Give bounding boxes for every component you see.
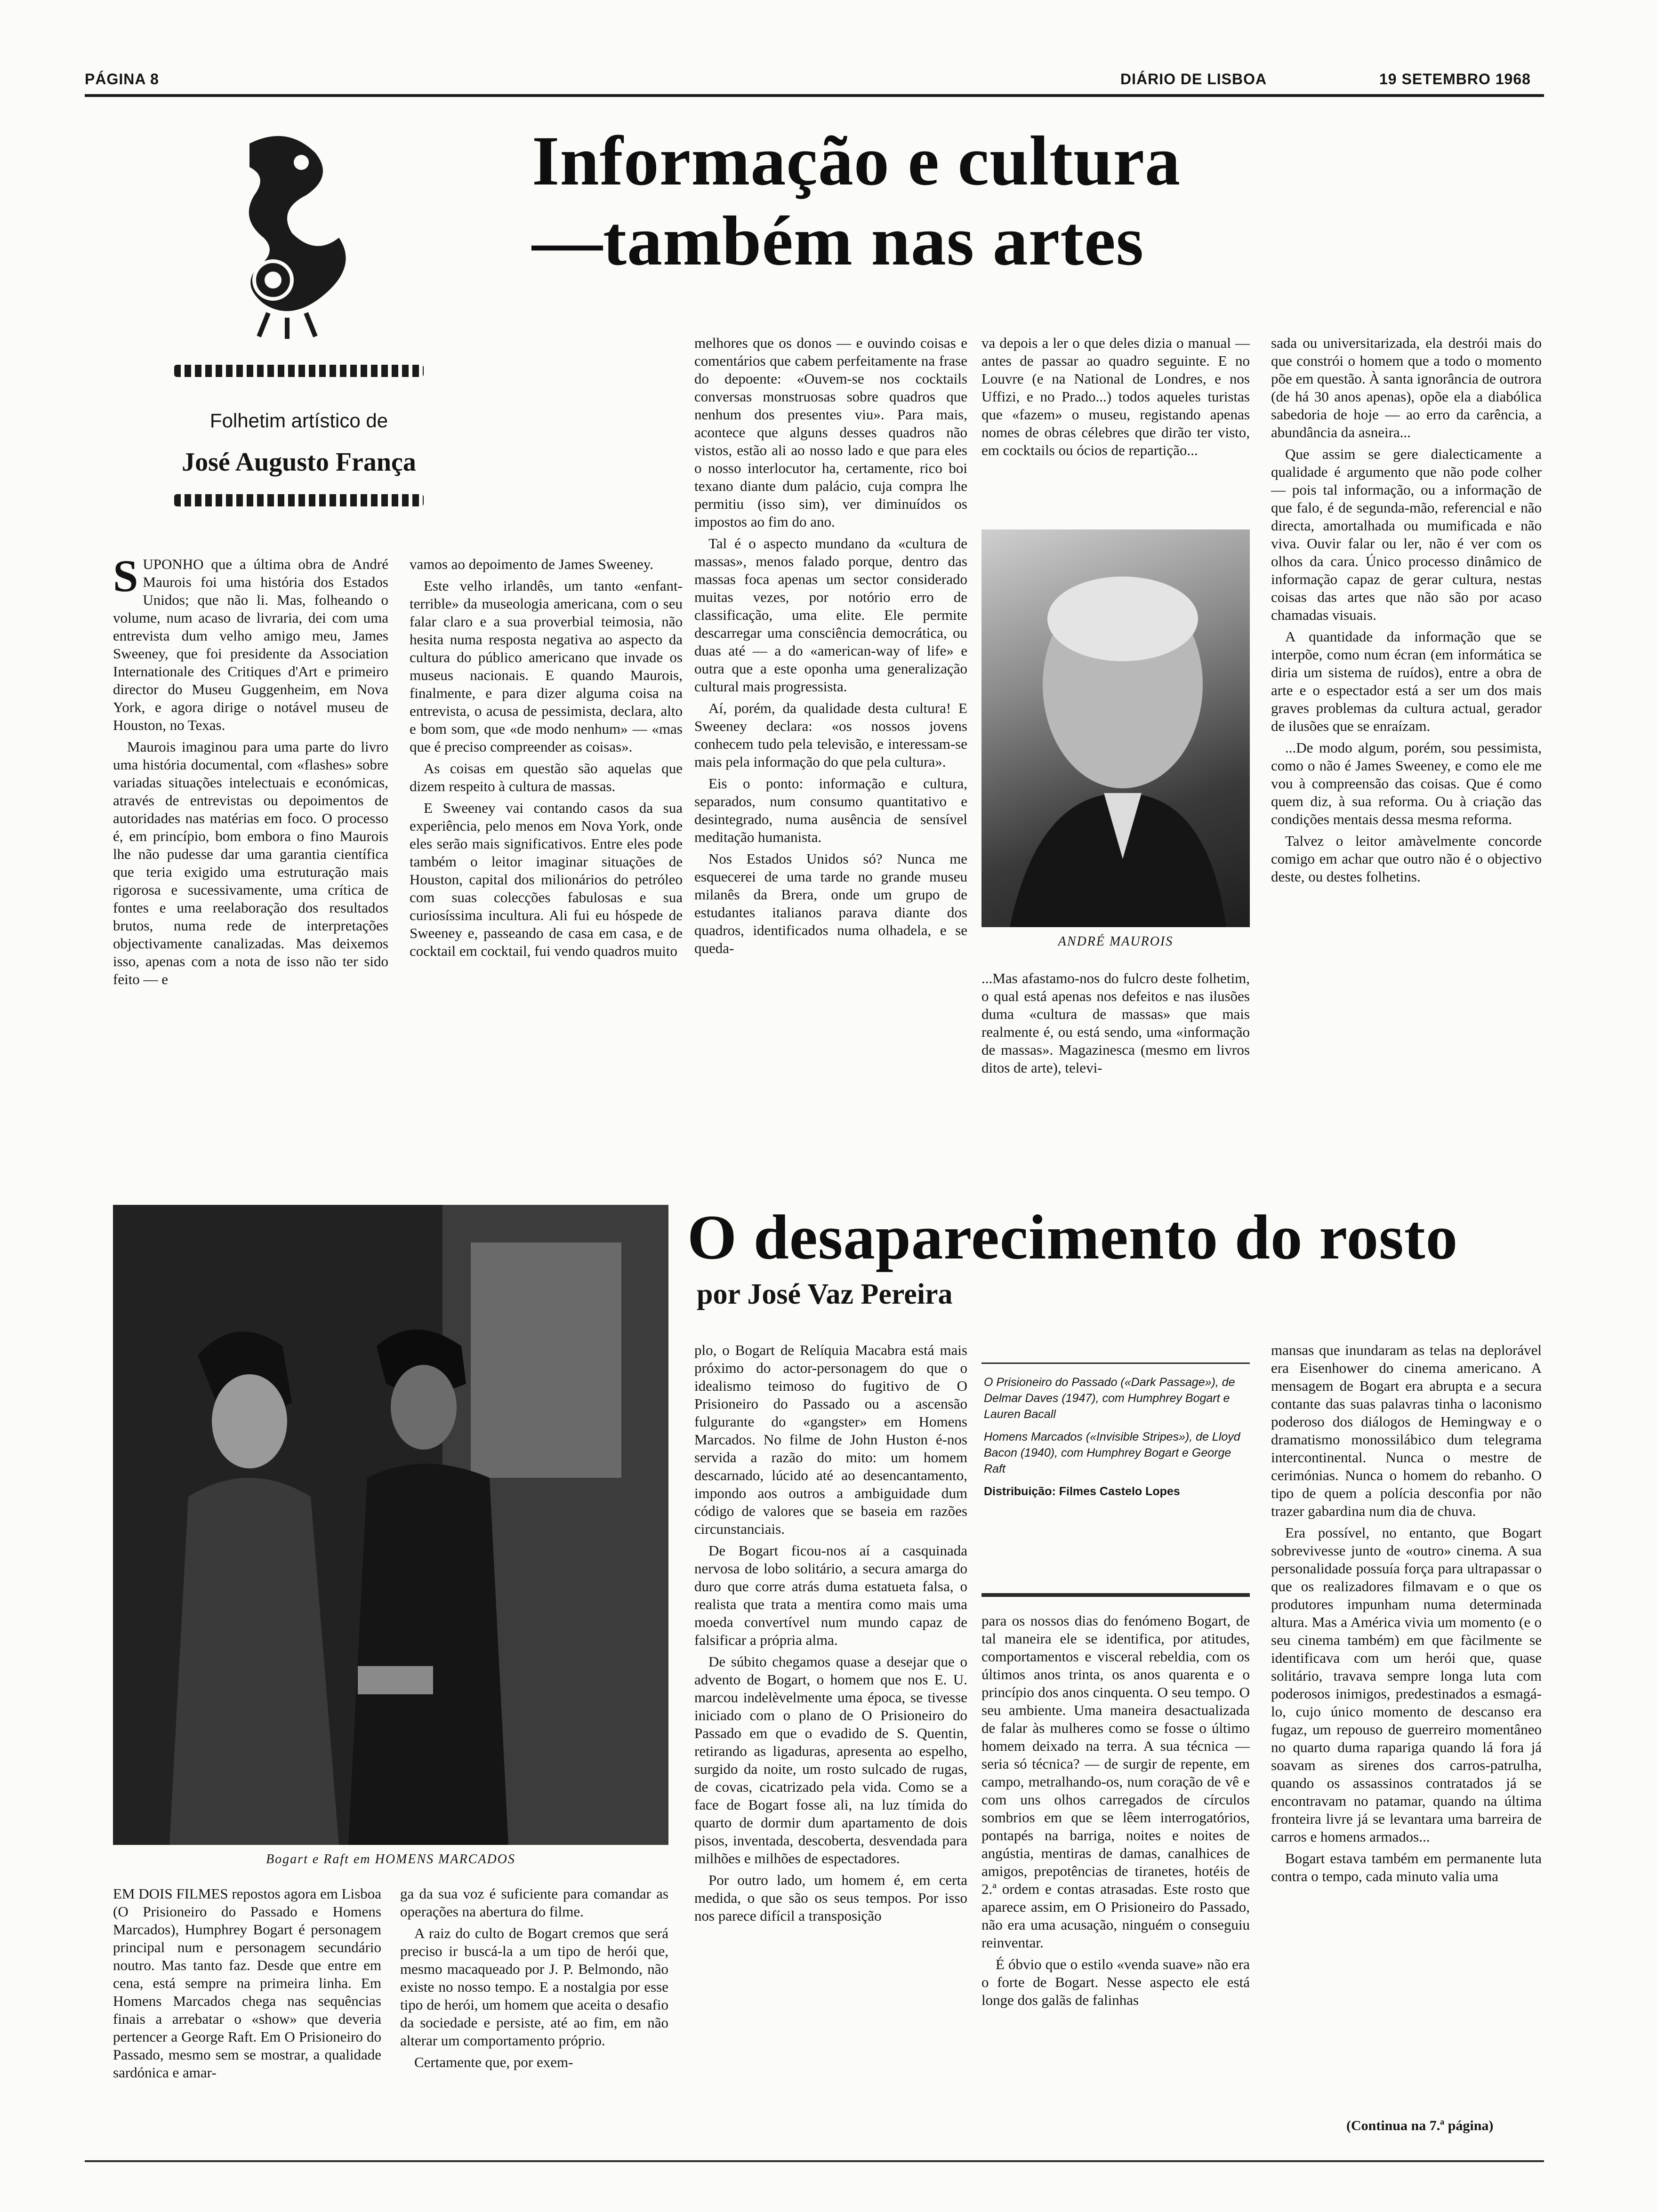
- paragraph: plo, o Bogart de Relíquia Macabra está mais próximo do actor-personagem do que o idealismo teimoso do fugitivo de O Prisioneiro do Passado ou a ascensão fulgurante do «gangster» em Homens Marcados. No filme de John Huston é-nos servida a razão do mito: um homem descarnado, lúcido até ao desencantamento, impondo aos outros a ambiguidade dum código de valores que se baseia em razões circunstanciais.: [694, 1342, 967, 1537]
- article2-column-5: [1271, 1341, 1542, 1889]
- article1-column-1: [113, 551, 388, 992]
- paragraph: Talvez o leitor amàvelmente concorde comigo em achar que outro não é o objectivo deste, ou destes folhetins.: [1271, 833, 1542, 885]
- paragraph: Certamente que, por exem-: [414, 2054, 573, 2070]
- paragraph: para os nossos dias do fenómeno Bogart, de tal maneira ele se identifica, por atitudes, comportamentos e visceral rebeldia, com os últimos anos trinta, os anos quarenta e o princípio dos anos cinquenta. O seu tempo. O seu ambiente. Uma maneira desactualizada de falar às mulheres como se fosse o último homem deixado na terra. A sua técnica —seria só técnica? — de surgir de repente, em campo, metralhando-os, num coração de vê e com uns olhos carregados de círculos sombrios em que se lêem interrogatórios, pontapés na barriga, noites e noites de angústia, mentiras de damas, canalhices de amigos, prepotências de tiranetes, hotéis de 2.ª ordem e contas atrasadas. Este rosto que aparece assim, em O Prisioneiro do Passado, não era uma acusação, ninguém o conseguiu reinventar.: [981, 1612, 1250, 1951]
- paragraph: va depois a ler o que deles dizia o manual — antes de passar ao quadro seguinte. E no Louvre (e na National de Londres, e nos Uffizi, e no Prado...) todos aqueles turistas que «fazem» o museu, registando apenas nomes de obras célebres que dirão ter visto, em cocktails ou ócios de repartição...: [981, 335, 1250, 458]
- paragraph: É óbvio que o estilo «venda suave» não era o forte de Bogart. Nesse aspecto ele está longe dos galãs de falinhas: [981, 1956, 1250, 2008]
- article1-column-4-top: [981, 334, 1250, 463]
- maurois-photo-caption: ANDRÉ MAUROIS: [1058, 934, 1174, 949]
- article2-title: O desaparecimento do rosto: [687, 1202, 1458, 1273]
- credits-box-rule-bottom: [981, 1593, 1250, 1597]
- paragraph: Eis o ponto: informação e cultura, separados, num consumo quantitativo e desintegrado, numa ausência de sensível meditação humanista.: [694, 775, 967, 845]
- article1-kicker: Folhetim artístico de: [209, 409, 388, 432]
- article1-title-line2: —também nas artes: [532, 202, 1144, 280]
- andre-maurois-photo: [981, 529, 1250, 927]
- paragraph: A raiz do culto de Bogart cremos que será preciso ir buscá-la a um tipo de herói que, mesmo macaqueado por J. P. Belmondo, não existe no nosso tempo. E a nostalgia por esse tipo de herói, um homem que aceita o desafio da sociedade e persiste, até ao fim, em não alterar um comportamento próprio.: [400, 1925, 668, 2049]
- paragraph: Tal é o aspecto mundano da «cultura de massas», menos falado porque, dentro das massas foca apenas um sector considerado muitas vezes, por notório erro de classificação, uma elite. Ele permite descarregar uma consciência democrática, ou duas até — a do «american-way of life» e outra que a este oponha uma generalização cultural mais progressista.: [694, 535, 967, 695]
- article2-byline: por José Vaz Pereira: [697, 1278, 953, 1310]
- paragraph: Aí, porém, da qualidade desta cultura! E Sweeney declara: «os nossos jovens conhecem tudo pela televisão, e interessam-se mais pela informação do que pela cultura».: [694, 700, 967, 770]
- paragraph: E Sweeney vai contando casos da sua experiência, pelo menos em Nova York, onde eles serão mais significativos. Entre eles pode também o leitor imaginar situações de Houston, capital dos milionários do petróleo com suas colecções fabulosas e sua curiosíssima incultura. Ali fui eu hóspede de Sweeney e, passeando de casa em casa, e de cocktail em cocktail, fui vendo quadros muito: [410, 800, 683, 959]
- ornament-bar-bottom: [174, 494, 424, 506]
- credits-box-rule-top: [981, 1362, 1250, 1364]
- paragraph: melhores que os donos — e ouvindo coisas e comentários que cabem perfeitamente na frase do depoente: «Ouvem-se nos cocktails conversas monstruosas sobre quadros que nenhum dos presentes viu». Para mais, acontece que alguns desses quadros não vistos, estão ali ao nosso lado e que para eles o nosso interlocutor ha, certamente, rico boi texano diante dum palácio, cuja compra lhe permitiu (isso sim), ver diminuídos os impostos ao fim do ano.: [694, 335, 967, 530]
- article1-column-4-bottom: [981, 970, 1250, 1081]
- paragraph: vamos ao depoimento de James Sweeney.: [410, 556, 653, 572]
- paragraph: ...Mas afastamo-nos do fulcro deste folhetim, o qual está apenas nos defeitos e nas ilusões duma «cultura de massas» que mais realmente é, ou está sendo, uma «informação de massas». Magazinesca (mesmo em livros ditos de arte), televi-: [981, 970, 1250, 1076]
- paragraph: Nos Estados Unidos só? Nunca me esquecerei de uma tarde no grande museu milanês da Brera, onde um grupo de estudantes italianos parava diante dos quadros, identificados numa olhadela, e se queda-: [694, 850, 967, 956]
- issue-date: 19 SETEMBRO 1968: [1379, 71, 1531, 88]
- paragraph: ...De modo algum, porém, sou pessimista, como o não é James Sweeney, e como ele me vou à compreensão das coisas. Que é como quem diz, à sua reforma. Ou à criação das condições mentais dessa mesma reforma.: [1271, 739, 1542, 827]
- article1-author: José Augusto França: [182, 448, 416, 477]
- article2-column-1: [113, 1885, 381, 2085]
- paragraph: De Bogart ficou-nos aí a casquinada nervosa de lobo solitário, a secura amarga do duro que corre atrás duma estatueta falsa, o realista que trata a mentira como mais uma moeda convertível num mundo capaz de falsificar a própria alma.: [694, 1542, 967, 1648]
- article1-column-3: [694, 334, 967, 961]
- header-rule: [85, 94, 1544, 97]
- paragraph: A quantidade da informação que se interpõe, como num écran (em informática se diria um sistema de ruídos), entre a obra de arte e o espectador está a ser um dos mais graves problemas da cultura actual, gerador de ilusões que se enraízam.: [1271, 628, 1542, 734]
- paragraph: Era possível, no entanto, que Bogart sobrevivesse junto de «outro» cinema. A sua personalidade possuía força para ultrapassar o que os realizadores filmavam e o que os produtores impunham numa determinada altura. Mas a América vivia um momento (e o seu cinema também) em que fàcilmente se identificava com um herói que, quase solitário, travava sempre longa luta com poderosos inimigos, predestinados a esmagá-lo, cujo único momento de descanso era fugaz, um repouso de guerreiro momentâneo no quarto duma rapariga quando lá fora já soavam as sirenes dos carros-patrulha, quando os assassinos contratados já se encontravam no patamar, quando na última fronteira livre já se levantara uma barreira de carros e homens armados...: [1271, 1524, 1542, 1845]
- paragraph: Maurois imaginou para uma parte do livro uma história documental, com «flashes» sobre variadas situações intelectuais e económicas, através de entrevistas ou depoimentos de autoridades nas matérias em foco. O processo é, em princípio, bom embora o fino Maurois lhe não pudesse dar uma garantia científica que teria exigido uma estruturação mais rigorosa e sucessivamente, uma crítica de fontes e uma reelaboração dos resultados brutos, numa rede de interpretações objectivamente canalizadas. Mas deixemos isso, apenas com a nota de isso não ter sido feito — e: [113, 738, 388, 987]
- film-credits-box: [984, 1374, 1247, 1506]
- article2-column-2: [400, 1885, 668, 2075]
- continued-note: (Continua na 7.ª página): [1346, 2118, 1494, 2133]
- footer-rule: [85, 2160, 1544, 2162]
- credit-line: Homens Marcados («Invisible Stripes»), de Lloyd Bacon (1940), com Humphrey Bogart e George Raft: [984, 1430, 1240, 1475]
- ornament-bar-top: [174, 365, 424, 377]
- newspaper-name: DIÁRIO DE LISBOA: [1120, 71, 1267, 88]
- credit-line: O Prisioneiro do Passado («Dark Passage»), de Delmar Daves (1947), com Humphrey Bogart e Lauren Bacall: [984, 1376, 1235, 1421]
- article2-column-3: [694, 1341, 967, 1929]
- paragraph: Por outro lado, um homem é, em certa medida, o que são os seus tempos. Por isso nos parece difícil a transposição: [694, 1872, 967, 1924]
- article1-column-5: [1271, 334, 1542, 890]
- paragraph: ga da sua voz é suficiente para comandar as operações na abertura do filme.: [400, 1885, 668, 1920]
- paragraph: Bogart estava também em permanente luta contra o tempo, cada minuto valia uma: [1271, 1850, 1542, 1884]
- bogart-raft-photo: [113, 1205, 668, 1845]
- page-number: PÁGINA 8: [85, 71, 159, 88]
- paragraph: EM DOIS FILMES repostos agora em Lisboa (O Prisioneiro do Passado e Homens Marcados), Humphrey Bogart é personagem principal num e personagem secundário noutro. Mas tanto faz. Desde que entre em cena, está sempre na primeira linha. Em Homens Marcados chega nas sequências finais a arrebatar o «show» que deveria pertencer a George Raft. Em O Prisioneiro do Passado, mesmo sem se mostrar, a qualidade sardónica e amar-: [113, 1885, 381, 2081]
- paragraph: Este velho irlandês, um tanto «enfant-terrible» da museologia americana, com o seu falar claro e a sua proverbial teimosia, não hesita numa resposta negativa ao aspecto da cultura do público americano que invade os museus nacionais. E quando Maurois, finalmente, e para dizer alguma coisa na entrevista, o acusa de pessimista, declara, alto e bom som, que «de modo nenhum» — «mas que é preciso compreender as coisas».: [410, 577, 683, 755]
- article1-title-line1: Informação e cultura: [532, 122, 1181, 200]
- paragraph: UPONHO que a última obra de André Maurois foi uma história dos Estados Unidos; que não li. Mas, folheando o volume, num acaso de livraria, dei com uma entrevista dum velho amigo meu, James Sweeney, que foi presidente da Association Internationale des Critiques d'Art e primeiro director do Museu Guggenheim, em Nova York, e agora dirige o notável museu de Houston, no Texas.: [113, 556, 388, 733]
- paragraph: Que assim se gere dialecticamente a qualidade é argumento que não pode colher — pois tal informação, ou a informação de que falo, é de segunda-mão, referencial e não directa, amortalhada ou mumificada e não viva. Ouvir falar ou ler, não é ver com os olhos da cara. Único processo dinâmico de informação capaz de gerar cultura, nestas coisas das artes que não são por acaso chamadas visuais.: [1271, 446, 1542, 623]
- paragraph: sada ou universitarizada, ela destrói mais do que constrói o homem que a todo o momento põe em questão. À santa ignorância de outrora (de há 30 anos apenas), opõe ela a diabólica sabedoria de hoje — ao erro da carência, a abundância da asneira...: [1271, 335, 1542, 441]
- dragon-ornament-icon: [221, 125, 362, 341]
- article2-column-4: [981, 1612, 1250, 2013]
- distribution-line: Distribuição: Filmes Castelo Lopes: [984, 1485, 1180, 1498]
- dropcap: S: [113, 551, 138, 601]
- paragraph: mansas que inundaram as telas na deplorável era Eisenhower do cinema americano. A mensagem de Bogart era abrupta e a secura contante das suas palavras tinha o laconismo poderoso dos diálogos de Hemingway e o dramatismo monossilábico dum telegrama intercontinental. Nunca o mestre de cerimónias. Nunca o homem do rebanho. O tipo de quem a polícia desconfia por não trazer gabardina num dia de chuva.: [1271, 1342, 1542, 1519]
- bogart-photo-caption: Bogart e Raft em HOMENS MARCADOS: [266, 1852, 515, 1867]
- article1-column-2: [410, 555, 683, 964]
- paragraph: As coisas em questão são aquelas que dizem respeito à cultura de massas.: [410, 760, 683, 794]
- paragraph: De súbito chegamos quase a desejar que o advento de Bogart, o homem que nos E. U. marcou indelèvelmente uma época, se tivesse iniciado com o plano de O Prisioneiro do Passado em que o evadido de S. Quentin, retirando as ligaduras, apresenta ao espelho, surgido da noite, um rosto sulcado de rugas, de covas, cicatrizado pela vida. Como se a face de Bogart fosse ali, na luz tímida do quarto de dormir dum apartamento de dois pisos, inventada, descoberta, desvendada para milhões e milhões de espectadores.: [694, 1653, 967, 1867]
